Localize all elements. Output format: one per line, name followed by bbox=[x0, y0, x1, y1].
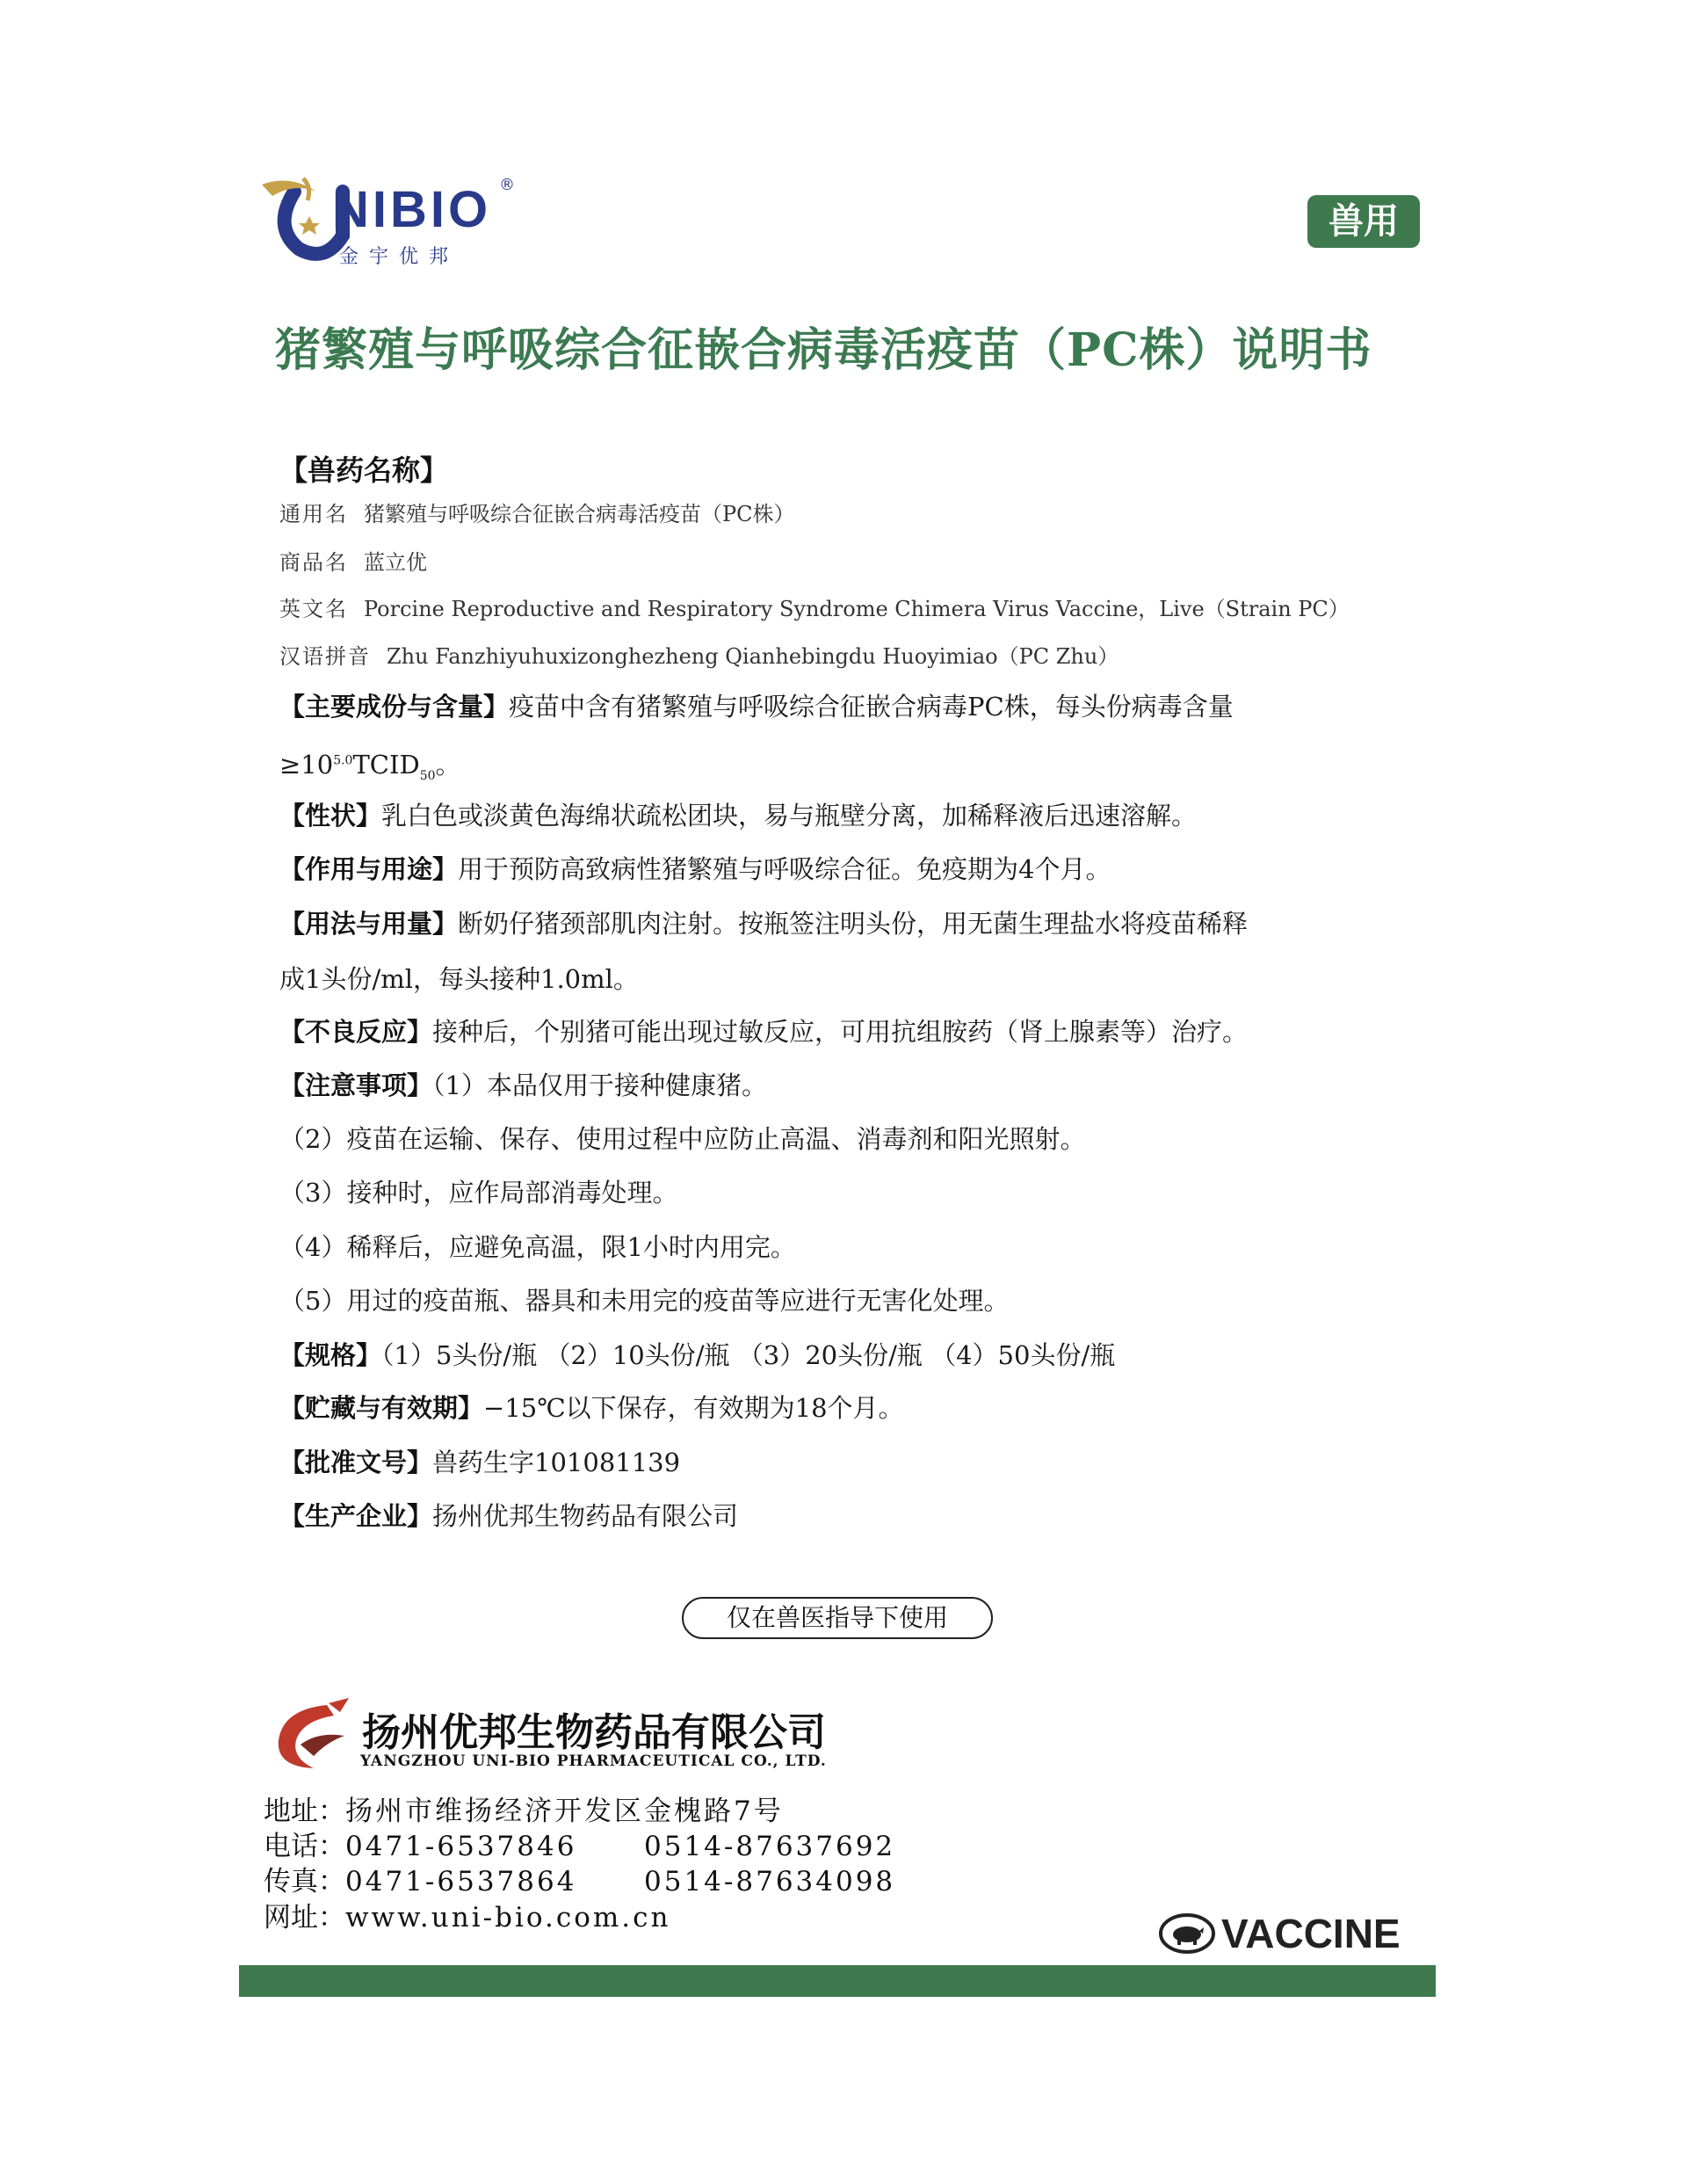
company-chinese-name: 扬州优邦生物药品有限公司 bbox=[362, 1710, 826, 1755]
properties-row bbox=[279, 796, 1197, 832]
precaution-item-2: （2）疫苗在运输、保存、使用过程中应防止高温、消毒剂和阳光照射。 bbox=[279, 1124, 1086, 1154]
footer-green-bar bbox=[239, 1965, 1436, 1997]
adverse-row bbox=[279, 1012, 1248, 1048]
dosage-row bbox=[279, 904, 1248, 940]
fax-number-2: 0514-87634098 bbox=[644, 1866, 896, 1897]
dosage-label: 【用法与用量】 bbox=[279, 909, 459, 939]
approval-number: 兽药生字101081139 bbox=[432, 1448, 681, 1477]
address-row bbox=[264, 1789, 784, 1828]
vaccine-label: VACCINE bbox=[1221, 1911, 1401, 1956]
phone-number-2: 0514-87637692 bbox=[644, 1831, 896, 1862]
composition-row bbox=[279, 687, 1234, 723]
generic-name-key: 通用名 bbox=[279, 502, 348, 526]
phone-number-1: 0471-6537846 bbox=[345, 1831, 577, 1862]
logo-text: NIBIO bbox=[332, 181, 492, 238]
indications-label: 【作用与用途】 bbox=[279, 854, 459, 884]
english-name-key: 英文名 bbox=[279, 597, 348, 621]
precaution-item-1: （1）本品仅用于接种健康猪。 bbox=[432, 1070, 767, 1100]
storage-label: 【贮藏与有效期】 bbox=[279, 1393, 484, 1423]
precaution-item-4: （4）稀释后，应避免高温，限1小时内用完。 bbox=[279, 1232, 796, 1262]
composition-text: 疫苗中含有猪繁殖与呼吸综合征嵌合病毒PC株，每头份病毒含量 bbox=[509, 692, 1234, 722]
composition-value-row bbox=[279, 745, 461, 783]
composition-value-subscript: 50 bbox=[419, 768, 436, 783]
properties-text: 乳白色或淡黄色海绵状疏松团块，易与瓶壁分离，加稀释液后迅速溶解。 bbox=[381, 801, 1198, 831]
trade-name-row bbox=[279, 545, 427, 576]
website-row bbox=[264, 1895, 670, 1934]
pinyin-name-key: 汉语拼音 bbox=[279, 644, 371, 669]
website-value: www.uni-bio.com.cn bbox=[345, 1902, 671, 1934]
manufacturer-name: 扬州优邦生物药品有限公司 bbox=[432, 1501, 739, 1531]
address-label: 地址： bbox=[264, 1796, 345, 1827]
phone-row bbox=[264, 1824, 895, 1863]
composition-value-exponent: 5.0 bbox=[333, 753, 353, 768]
specs-label: 【规格】 bbox=[279, 1340, 382, 1370]
fax-label: 传真： bbox=[264, 1866, 345, 1897]
approval-row bbox=[279, 1443, 680, 1479]
precautions-label: 【注意事项】 bbox=[279, 1070, 433, 1100]
storage-text: −15℃以下保存，有效期为18个月。 bbox=[483, 1393, 904, 1423]
company-english-name: YANGZHOU UNI-BIO PHARMACEUTICAL CO., LTD. bbox=[360, 1752, 827, 1770]
approval-label: 【批准文号】 bbox=[279, 1448, 433, 1477]
registered-mark: ® bbox=[499, 176, 515, 194]
vaccine-mark bbox=[1158, 1909, 1401, 1958]
manufacturer-row bbox=[279, 1497, 738, 1533]
dosage-text-2: 成1头份/ml，每头接种1.0ml。 bbox=[279, 964, 639, 994]
composition-value-unit: TCID bbox=[352, 750, 420, 780]
fax-number-1: 0471-6537864 bbox=[345, 1866, 577, 1897]
website-label: 网址： bbox=[264, 1902, 345, 1934]
composition-label: 【主要成份与含量】 bbox=[279, 692, 510, 722]
adverse-text: 接种后，个别猪可能出现过敏反应，可用抗组胺药（肾上腺素等）治疗。 bbox=[432, 1017, 1249, 1047]
adverse-label: 【不良反应】 bbox=[279, 1017, 433, 1047]
english-name-value: Porcine Reproductive and Respiratory Syndrome Chimera Virus Vaccine，Live（Strain PC） bbox=[364, 597, 1350, 621]
logo-chinese-name: 金宇优邦 bbox=[339, 246, 460, 268]
vet-guidance-notice: 仅在兽医指导下使用 bbox=[682, 1597, 993, 1639]
fax-row bbox=[264, 1859, 895, 1898]
specs-text: （1）5头份/瓶 （2）10头份/瓶 （3）20头份/瓶 （4）50头份/瓶 bbox=[381, 1340, 1116, 1370]
manufacturer-label: 【生产企业】 bbox=[279, 1501, 433, 1531]
composition-value-prefix: ≥10 bbox=[279, 750, 334, 780]
composition-value-end: 。 bbox=[435, 750, 461, 780]
veterinary-use-badge: 兽用 bbox=[1307, 195, 1420, 248]
trade-name-key: 商品名 bbox=[279, 550, 348, 575]
dosage-text-1: 断奶仔猪颈部肌肉注射。按瓶签注明头份，用无菌生理盐水将疫苗稀释 bbox=[458, 909, 1249, 939]
document-title: 猪繁殖与呼吸综合征嵌合病毒活疫苗（PC株）说明书 bbox=[275, 323, 1372, 377]
properties-label: 【性状】 bbox=[279, 801, 382, 831]
section-heading-name: 【兽药名称】 bbox=[279, 453, 449, 487]
precautions-row bbox=[279, 1066, 767, 1102]
address-value: 扬州市维扬经济开发区金槐路7号 bbox=[345, 1796, 784, 1827]
indications-text: 用于预防高致病性猪繁殖与呼吸综合征。免疫期为4个月。 bbox=[458, 854, 1111, 884]
precaution-item-5: （5）用过的疫苗瓶、器具和未用完的疫苗等应进行无害化处理。 bbox=[279, 1286, 1010, 1316]
pig-icon bbox=[1158, 1912, 1216, 1955]
specs-row bbox=[279, 1336, 1115, 1372]
indications-row bbox=[279, 850, 1111, 886]
generic-name-value: 猪繁殖与呼吸综合征嵌合病毒活疫苗（PC株） bbox=[364, 502, 795, 526]
trade-name-value: 蓝立优 bbox=[364, 550, 427, 575]
pinyin-name-value: Zhu Fanzhiyuhuxizonghezheng Qianhebingdu Huoyimiao（PC Zhu） bbox=[387, 644, 1119, 669]
company-logo-icon bbox=[265, 1696, 362, 1775]
pinyin-name-row bbox=[279, 639, 1119, 670]
generic-name-row bbox=[279, 497, 795, 527]
storage-row bbox=[279, 1389, 904, 1425]
english-name-row bbox=[279, 591, 1350, 622]
phone-label: 电话： bbox=[264, 1831, 345, 1862]
precaution-item-3: （3）接种时，应作局部消毒处理。 bbox=[279, 1178, 678, 1208]
